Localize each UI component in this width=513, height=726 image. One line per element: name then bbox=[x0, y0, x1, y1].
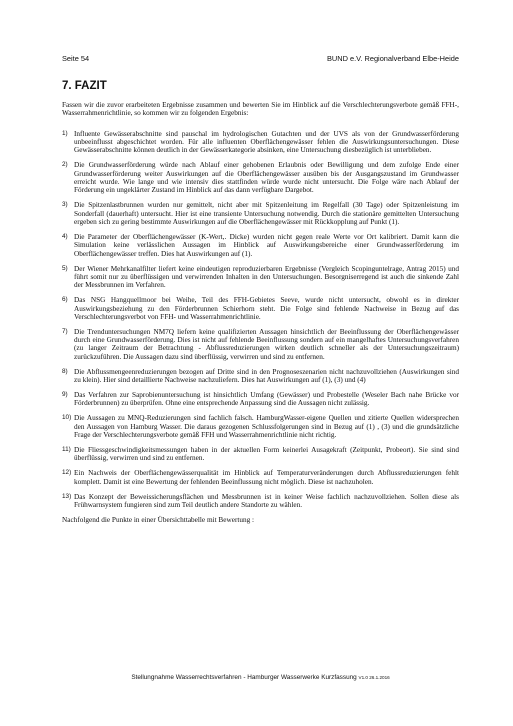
footer-version: V1.0 26.1.2016 bbox=[358, 675, 390, 680]
item-number: 8) bbox=[62, 367, 68, 375]
page-header bbox=[62, 54, 459, 66]
item-text: Die Grundwasserförderung würde nach Ablauf einer gehobenen Erlaubnis oder Bewilligung und dem zufolge Ende einer Grundwasserförderung weiter Auswirkungen auf die Oberflächengewässer ausüben bis der Ausgangszustand im Grundwasser erreicht wurde. Wie lange und wie intensiv dies stattfinden würde wurde nicht untersucht. Die Folge wäre nach Ablauf der Förderung ein ungeklärter Zustand im Hinblick auf das dann verfügbare Dargebot. bbox=[74, 161, 459, 195]
closing-paragraph: Nachfolgend die Punkte in einer Übersichttabelle mit Bewertung : bbox=[62, 515, 255, 524]
page-footer bbox=[62, 674, 459, 681]
intro-paragraph: Fassen wir die zuvor erarbeiteten Ergebnisse zusammen und bewerten Sie im Hinblick auf die Verschlechterungsverbote gemäß FFH-, Wasserrahmenrichtlinie, so kommen wir zu folgenden Ergebnis: bbox=[62, 101, 459, 118]
list-item bbox=[62, 233, 459, 258]
list-item bbox=[62, 414, 459, 439]
item-text: Der Wiener Mehrkanalfilter liefert keine eindeutigen reproduzierbaren Ergebnisse (Vergleich Scopinguntelrage, Antrag 2015) und führt somit nur zu überflüssigen und verwirrenden Inhalten in den Untersuchungen. Besorgniserregend ist auch die sinkende Zahl der Messbrunnen im Verfahren. bbox=[74, 264, 459, 290]
item-number: 10) bbox=[62, 414, 72, 422]
list-item bbox=[62, 296, 459, 321]
list-item bbox=[62, 368, 459, 385]
item-number: 9) bbox=[62, 391, 68, 399]
item-number: 11) bbox=[62, 445, 71, 453]
item-text: Das Konzept der Beweissicherungsflächen und Messbrunnen ist in keiner Weise fachlich nachzuvollziehen. Sollen diese als Frühwarnsystem fungieren sind zum Teil deutlich andere Standorte zu wählen. bbox=[74, 492, 459, 509]
item-text: Das Verfahren zur Saprobienuntersuchung ist hinsichtlich Umfang (Gewässer) und Probestelle (Weseler Bach nahe Brücke vor Förderbrunnen) zu überprüfen. Ohne eine entsprechende Anpassung sind die Aussagen nicht zulässig. bbox=[74, 391, 459, 408]
item-text: Die Parameter der Oberflächengewässer (K-Wert,. Dicke) wurden nicht gegen reale Werte vor Ort kalibriert. Damit kann die Simulation keine verlässlichen Aussagen im Hinblick auf Auswirkungsbereiche einer Grundwasserförderung im Oberflächengewässer treffen. Dies hat Auswirkungen auf (1). bbox=[74, 232, 459, 258]
list-item bbox=[62, 469, 459, 486]
section-title: 7. FAZIT bbox=[62, 80, 107, 92]
item-text: Die Abflussmengeenreduzierungen bezogen auf Dritte sind in den Prognoseszenarien nicht nachzuvollziehen (Auswirkungen sind zu klein). Hier sind detaillierte Nachweise nachzuliefern. Dies hat Auswirkungen auf (1), (3) und (4) bbox=[74, 367, 459, 385]
page-number: Seite 54 bbox=[62, 54, 90, 63]
list-item bbox=[62, 201, 459, 226]
list-item bbox=[62, 391, 459, 408]
section-body bbox=[62, 101, 459, 524]
item-text: Ein Nachweis der Oberflächengewässerqualität im Hinblick auf Temperaturveränderungen durch Abflussreduzierungen fehlt komplett. Damit ist eine Bewertung der fehlenden Beeinflussung nicht möglich. Diese ist nachzuholen. bbox=[74, 469, 459, 486]
footer-text: Stellungnahme Wasserrechtsverfahren - Hamburger Wasserwerke Kurzfassung bbox=[131, 674, 357, 681]
list-item bbox=[62, 130, 459, 155]
item-number: 13) bbox=[62, 492, 72, 500]
findings-list bbox=[62, 130, 459, 510]
item-text: Die Trenduntersuchungen NM7Q liefern keine qualifizierten Aussagen hinsichtlich der Beeinflussung der Oberflächengewässer durch eine Grundwasserförderung. Dies ist nicht auf fehlende Beeinflussung sondern auf ein mangelhaftes Untersuchungsverfahren (zu langer Zeitraum der Betrachtung - Abflussreduzierungen wirken deutlich schneller als der Untersuchungszeitraum) zurückzuführen. Die Aussagen dazu sind überflüssig, verwirren und sind zu entfernen. bbox=[74, 327, 459, 361]
item-text: Die Fliessgeschwindigkeitsmessungen haben in der aktuellen Form keinerlei Ausagekraft (Zeitpunkt, Probeort). Sie sind sind überflüssig, verwirren und sind zu entfernen. bbox=[74, 445, 459, 463]
list-item bbox=[62, 446, 459, 463]
item-text: Die Aussagen zu MNQ-Reduzierungen sind fachlich falsch. HamburgWasser-eigene Quellen und zitierte Quellen widersprechen den Aussagen von Hamburg Wasser. Die daraus gezogenen Schlussfolgerungen sind in Bezug auf (1) , (3) und die grundsätzliche Frage der Verschlechterungsverbote gemäß FFH und Wasserrahmenrichtlinie nicht richtig. bbox=[74, 414, 459, 439]
item-number: 3) bbox=[62, 201, 68, 209]
item-text: Das NSG Hangquellmoor bei Weihe, Teil des FFH-Gebietes Seeve, wurde nicht untersucht, obwohl es in direkter Auswirkungsbeziehung zu den Förderbrunnen Schierhorn steht. Die Folge sind fehlende Nachweise in Bezug auf das Verschlechterungsverbot von FFH- und Wasserrahmenrichtlinie. bbox=[74, 296, 459, 321]
item-text: Die Spitzenlastbrunnen wurden nur gemittelt, nicht aber mit Spitzenleitung im Regelfall (30 Tage) oder Spitzenleistung im Sonderfall (dauerhaft) untersucht. Hier ist eine transiente Untersuchung notwendig. Durch die stationäre gemittelten Untersuchung ergeben sich zu gering bestimmte Auswirkungen auf die Oberflächengewässer mit Rückkopplung auf Punkt (1). bbox=[74, 201, 459, 226]
item-number: 6) bbox=[62, 296, 68, 304]
list-item bbox=[62, 161, 459, 194]
item-number: 5) bbox=[62, 264, 68, 272]
item-text: Influente Gewässerabschnitte sind pauschal im hydrologischen Gutachten und der UVS als von der Grundwasserförderung unbeeinflusst abgeschichtet worden. Für alle influenten Oberflächengewässer fehlen die Auswirkungsuntersuchungen. Diese Gewässerabschnitte können deutlich in der Gewässerkategorie absinken, eine Untersuchung diesbezüglich ist unterblieben. bbox=[74, 129, 459, 155]
item-number: 7) bbox=[62, 327, 68, 335]
item-number: 4) bbox=[62, 232, 68, 240]
header-organization: BUND e.V. Regionalverband Elbe-Heide bbox=[326, 54, 459, 63]
list-item bbox=[62, 265, 459, 290]
item-number: 2) bbox=[62, 161, 68, 169]
item-number: 12) bbox=[62, 469, 72, 477]
list-item bbox=[62, 328, 459, 361]
item-number: 1) bbox=[62, 129, 68, 137]
list-item bbox=[62, 493, 459, 510]
